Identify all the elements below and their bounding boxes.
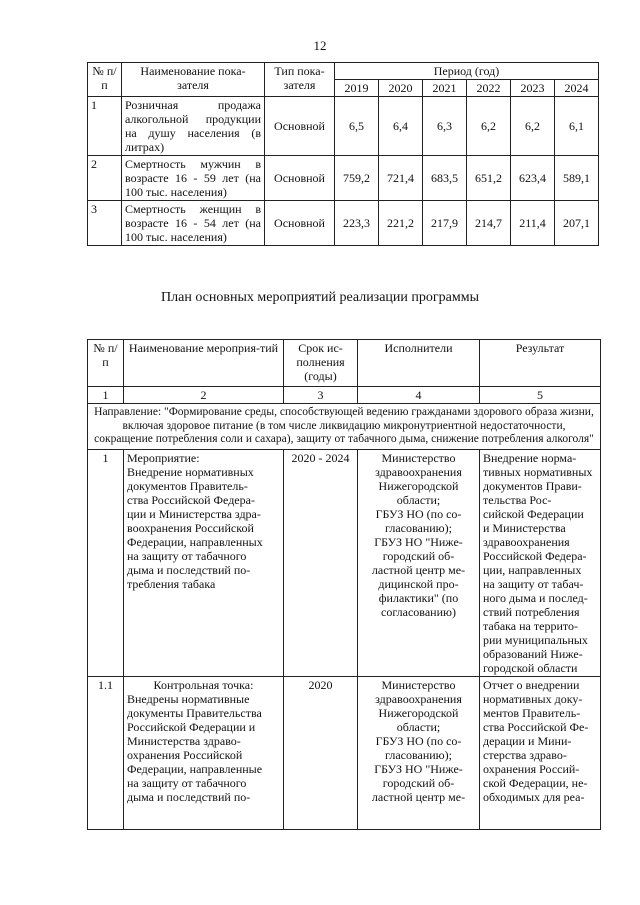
column-number: 1 <box>88 387 124 404</box>
row-value: 589,1 <box>555 156 599 201</box>
row-value: 223,3 <box>335 201 379 246</box>
section-title: План основных мероприятий реализации программы <box>161 290 479 305</box>
header-result: Результат <box>480 340 601 387</box>
header-year: 2023 <box>511 80 555 97</box>
header-year: 2022 <box>467 80 511 97</box>
row-value: 6,1 <box>555 97 599 156</box>
header-year: 2021 <box>423 80 467 97</box>
row-value: 221,2 <box>379 201 423 246</box>
row-num: 1.1 <box>88 676 124 829</box>
row-term: 2020 <box>284 676 358 829</box>
table-row <box>88 201 599 246</box>
header-name: Наименование мероприя-тий <box>124 340 284 387</box>
row-value: 651,2 <box>467 156 511 201</box>
row-value: 6,5 <box>335 97 379 156</box>
plan-table <box>87 339 601 830</box>
header-year: 2024 <box>555 80 599 97</box>
row-type: Основной <box>265 201 335 246</box>
header-name: Наименование пока-зателя <box>122 63 265 97</box>
row-name: Розничная продажа алкогольной продукции на душу населения (в литрах) <box>122 97 265 156</box>
row-type: Основной <box>265 97 335 156</box>
page-number: 12 <box>313 38 327 53</box>
row-value: 214,7 <box>467 201 511 246</box>
header-executors: Исполнители <box>358 340 480 387</box>
row-name: Смертность мужчин в возрасте 16 - 59 лет (на 100 тыс. населения) <box>122 156 265 201</box>
row-value: 6,2 <box>511 97 555 156</box>
row-value: 721,4 <box>379 156 423 201</box>
row-num: 1 <box>88 449 124 676</box>
header-term: Срок ис-полнения (годы) <box>284 340 358 387</box>
row-value: 6,2 <box>467 97 511 156</box>
row-value: 759,2 <box>335 156 379 201</box>
row-num: 2 <box>88 156 122 201</box>
row-value: 207,1 <box>555 201 599 246</box>
row-num: 1 <box>88 97 122 156</box>
row-value: 217,9 <box>423 201 467 246</box>
header-num: № п/п <box>88 340 124 387</box>
row-value: 623,4 <box>511 156 555 201</box>
header-year: 2020 <box>379 80 423 97</box>
row-value: 6,4 <box>379 97 423 156</box>
row-name: Мероприятие: Внедрение нормативных документов Правитель- ства Российской Федера- ции и Министерства здра- воохранения Российской Федерации, направленных на защиту от табачного дыма и последствий по- требления табака <box>124 449 284 676</box>
row-num: 3 <box>88 201 122 246</box>
row-value: 211,4 <box>511 201 555 246</box>
row-type: Основной <box>265 156 335 201</box>
column-number: 4 <box>358 387 480 404</box>
row-result: Отчет о внедрении нормативных доку- ментов Правитель- ства Российской Фе- дерации и Мини- стерства здраво- охранения Россий- ской Федерации, не- обходимых для реа- <box>480 676 601 829</box>
header-year: 2019 <box>335 80 379 97</box>
row-executors: Министерство здравоохранения Нижегородской области; ГБУЗ НО (по со- гласованию); ГБУЗ НО "Ниже- городский об- ластной центр ме- дицинской про- филактики" (по согласованию) <box>358 449 480 676</box>
table-row <box>88 449 601 676</box>
column-number: 2 <box>124 387 284 404</box>
row-value: 683,5 <box>423 156 467 201</box>
row-name: Смертность женщин в возрасте 16 - 54 лет (на 100 тыс. населения) <box>122 201 265 246</box>
row-value: 6,3 <box>423 97 467 156</box>
row-result: Внедрение норма- тивных нормативных документов Прави- тельства Рос- сийской Федерации и Министерства здравоохранения Российской Федера- ции, направленных на защиту от табач- ного дыма и послед- ствий потребления табака на террито- рии муниципальных образований Ниже- городской области <box>480 449 601 676</box>
row-executors: Министерство здравоохранения Нижегородской области; ГБУЗ НО (по со- гласованию); ГБУЗ НО "Ниже- городский об- ластной центр ме- <box>358 676 480 829</box>
header-num: № п/п <box>88 63 122 97</box>
header-period: Период (год) <box>335 63 599 80</box>
table-row <box>88 156 599 201</box>
column-number: 3 <box>284 387 358 404</box>
column-number: 5 <box>480 387 601 404</box>
direction-row: Направление: "Формирование среды, способствующей ведению гражданами здорового образа жизни, включая здоровое питание (в том числе ликвидацию микронутриентной недостаточности, сокращение потребления соли и сахара), защиту от табачного дыма, снижение потребления алкоголя" <box>88 404 601 450</box>
header-type: Тип пока-зателя <box>265 63 335 97</box>
table-row <box>88 97 599 156</box>
indicators-table <box>87 62 599 246</box>
row-name: Контрольная точка: Внедрены нормативные документы Правительства Российской Федерации и Министерства здраво- охранения Российской Федерации, направленные на защиту от табачного дыма и последствий по- <box>124 676 284 829</box>
row-term: 2020 - 2024 <box>284 449 358 676</box>
table-row <box>88 676 601 829</box>
